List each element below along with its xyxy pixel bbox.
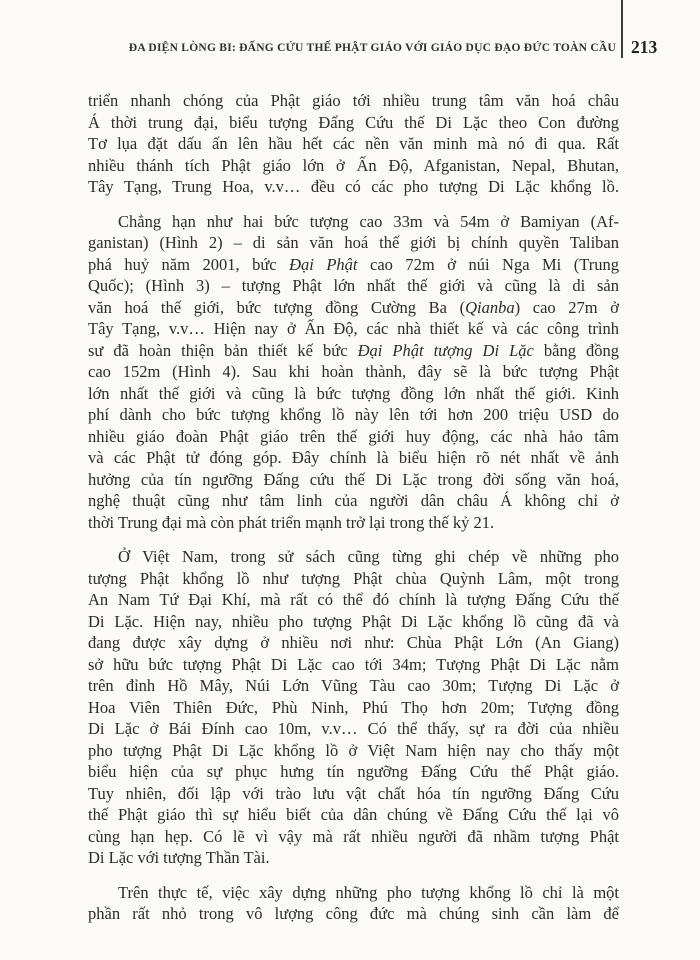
- text-line: biểu hiện của sự phục hưng tín ngưỡng Đấng Cứu thế Phật giáo.: [88, 762, 619, 781]
- paragraph: [88, 211, 619, 534]
- text-line: phá huỷ năm 2001, bức Đại Phật cao 72m ở núi Nga Mi (Trung: [88, 254, 619, 274]
- text-line: thế Phật giáo thì sự hiểu biết của dân chúng về Đấng Cứu thế lại vô: [88, 805, 619, 824]
- text-line: nhiều giáo đoàn Phật giáo trên thế giới huy động, các nhà hảo tâm: [88, 426, 619, 446]
- text-line: trên đỉnh Hồ Mây, Núi Lớn Vũng Tàu cao 30m; Tượng Di Lặc ở: [88, 676, 619, 695]
- text-line: Tuy nhiên, đối lập với trào lưu vật chất hóa tín ngưỡng Đấng Cứu: [88, 783, 619, 803]
- paragraph: [88, 546, 619, 869]
- text-line: An Nam Tứ Đại Khí, mà rất có thể đó chính là tượng Đấng Cứu thế: [88, 590, 619, 609]
- running-header-title: ĐA DIỆN LÒNG BI: ĐẤNG CỨU THẾ PHẬT GIÁO VỚI GIÁO DỤC ĐẠO ĐỨC TOÀN CẦU: [128, 42, 616, 54]
- text-line: nghệ thuật cũng như tâm linh của người dân châu Á không chỉ ở: [88, 491, 619, 510]
- page-body: [88, 90, 619, 925]
- text-line: lớn nhất thế giới và cũng là bức tượng đồng lớn nhất thế giới. Kinh: [88, 383, 619, 403]
- text-line: triển nhanh chóng của Phật giáo tới nhiều trung tâm văn hoá châu: [88, 91, 619, 110]
- text-line: Di Lặc. Hiện nay, nhiều pho tượng Phật Di Lặc khổng lồ cũng đã và: [88, 611, 619, 631]
- text-line: Tơ lụa đặt dấu ấn lên hầu hết các nền văn minh mà nó đi qua. Rất: [88, 134, 619, 153]
- text-line: cùng hạn hẹp. Có lẽ vì vậy mà rất nhiều người đã nhầm tượng Phật: [88, 826, 619, 846]
- text-line: ganistan) (Hình 2) – di sản văn hoá thế giới bị chính quyền Taliban: [88, 233, 619, 252]
- text-line: Ở Việt Nam, trong sử sách cũng từng ghi chép về những pho: [118, 547, 619, 566]
- text-line: pho tượng Phật Di Lặc khổng lồ ở Việt Nam hiện nay cho thấy một: [88, 740, 619, 760]
- text-line: Hoa Viên Thiên Đức, Phù Ninh, Phú Thọ hơn 20m; Tượng đồng: [88, 697, 619, 717]
- paragraph: [88, 882, 619, 925]
- text-line: đang được xây dựng ở nhiều nơi như: Chùa Phật Lớn (An Giang): [88, 633, 619, 652]
- text-line: Trên thực tế, việc xây dựng những pho tượng khổng lồ chỉ là một: [118, 882, 619, 902]
- text-line: tượng Phật khổng lồ như tượng Phật chùa Quỳnh Lâm, một trong: [88, 568, 619, 588]
- text-line: Á thời trung đại, biểu tượng Đấng Cứu thế Di Lặc theo Con đường: [88, 112, 619, 132]
- text-line: sư đã hoàn thiện bản thiết kế bức Đại Phật tượng Di Lặc bằng đồng: [88, 340, 619, 360]
- text-line: Tây Tạng, Trung Hoa, v.v… đều có các pho tượng Di Lặc khổng lồ.: [88, 177, 619, 196]
- text-line: Di Lặc với tượng Thần Tài.: [88, 848, 270, 867]
- page-number: 213: [631, 37, 658, 57]
- text-line: phí dành cho bức tượng khổng lồ này lên tới hơn 200 triệu USD do: [88, 405, 619, 424]
- text-line: phần rất nhỏ trong vô lượng công đức mà chúng sinh cần làm để: [88, 904, 619, 923]
- paragraph: [88, 90, 619, 198]
- text-line: sở hữu bức tượng Phật Di Lặc cao tới 34m; Tượng Phật Di Lặc nằm: [88, 654, 619, 674]
- text-line: Di Lặc ở Bái Đính cao 10m, v.v… Có thể thấy, sự ra đời của nhiều: [88, 719, 619, 738]
- text-line: cao 152m (Hình 4). Sau khi hoàn thành, đây sẽ là bức tượng Phật: [88, 362, 619, 381]
- text-line: văn hoá thế giới, bức tượng đồng Cường Ba (Qianba) cao 27m ở: [88, 297, 620, 317]
- text-line: thời Trung đại mà còn phát triển mạnh trở lại trong thế kỷ 21.: [88, 512, 495, 532]
- text-line: Quốc); (Hình 3) – tượng Phật lớn nhất thế giới và cũng là di sản: [88, 276, 619, 295]
- text-line: hưởng của tín ngưỡng Đấng cứu thế Di Lặc trong đời sống văn hoá,: [88, 469, 619, 489]
- text-line: nhiều thánh tích Phật giáo lớn ở Ấn Độ, Afganistan, Nepal, Bhutan,: [88, 155, 619, 175]
- text-line: Chẳng hạn như hai bức tượng cao 33m và 54m ở Bamiyan (Af-: [118, 211, 619, 231]
- text-line: Tây Tạng, v.v… Hiện nay ở Ấn Độ, các nhà thiết kế và các công trình: [88, 319, 619, 338]
- header-divider-rule: [621, 0, 623, 58]
- text-line: và các Phật tử đóng góp. Đây chính là biểu hiện rõ nét nhất về ảnh: [88, 448, 619, 467]
